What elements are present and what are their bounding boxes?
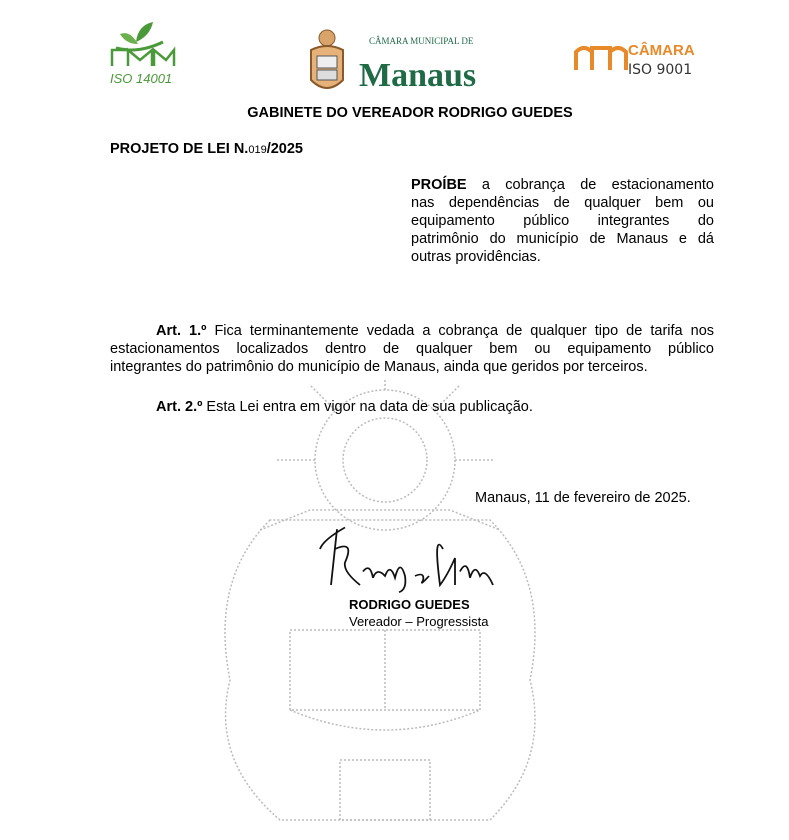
svg-text:ISO 14001: ISO 14001 [110, 71, 173, 86]
article-line: estacionamentos localizados dentro de qualquer bem ou equipamento público [110, 341, 714, 357]
summary-lead: PROÍBE [411, 177, 467, 193]
svg-text:CÂMARA: CÂMARA [628, 42, 695, 59]
signature-image [315, 522, 495, 594]
article-2 [156, 398, 533, 416]
camara-iso-9001-logo [574, 40, 699, 76]
summary-line: equipamento público integrantes do [411, 213, 714, 229]
bill-year: /2025 [266, 141, 303, 157]
article-label: Art. 1.º [156, 323, 207, 339]
article-line: integrantes do patrimônio do município de Manaus, ainda que geridos por terceiros. [110, 359, 648, 375]
camara-municipal-manaus-logo [307, 28, 497, 98]
summary-line: a cobrança de estacionamento [466, 177, 714, 193]
summary-line: patrimônio do município de Manaus e dá [411, 231, 714, 247]
signer-role: Vereador – Progressista [349, 614, 489, 629]
svg-text:ISO 9001: ISO 9001 [628, 62, 693, 76]
bill-number: 019 [248, 144, 267, 156]
bill-title [110, 140, 303, 159]
svg-text:Manaus: Manaus [359, 57, 477, 94]
bill-summary [411, 176, 714, 266]
date-line: Manaus, 11 de fevereiro de 2025. [475, 490, 691, 506]
article-line: Esta Lei entra em vigor na data de sua publicação. [202, 399, 533, 415]
bill-prefix: PROJETO DE LEI N. [110, 141, 249, 157]
office-heading: GABINETE DO VEREADOR RODRIGO GUEDES [247, 105, 573, 121]
summary-line: nas dependências de qualquer bem ou [411, 195, 714, 211]
article-line: Fica terminantemente vedada a cobrança de qualquer tipo de tarifa nos [206, 323, 715, 339]
iso-14001-logo [108, 20, 178, 88]
signer-name: RODRIGO GUEDES [349, 597, 470, 612]
article-label: Art. 2.º [156, 399, 203, 415]
svg-text:CÂMARA MUNICIPAL DE: CÂMARA MUNICIPAL DE [369, 36, 474, 46]
article-1 [110, 322, 714, 376]
summary-line: outras providências. [411, 249, 541, 265]
